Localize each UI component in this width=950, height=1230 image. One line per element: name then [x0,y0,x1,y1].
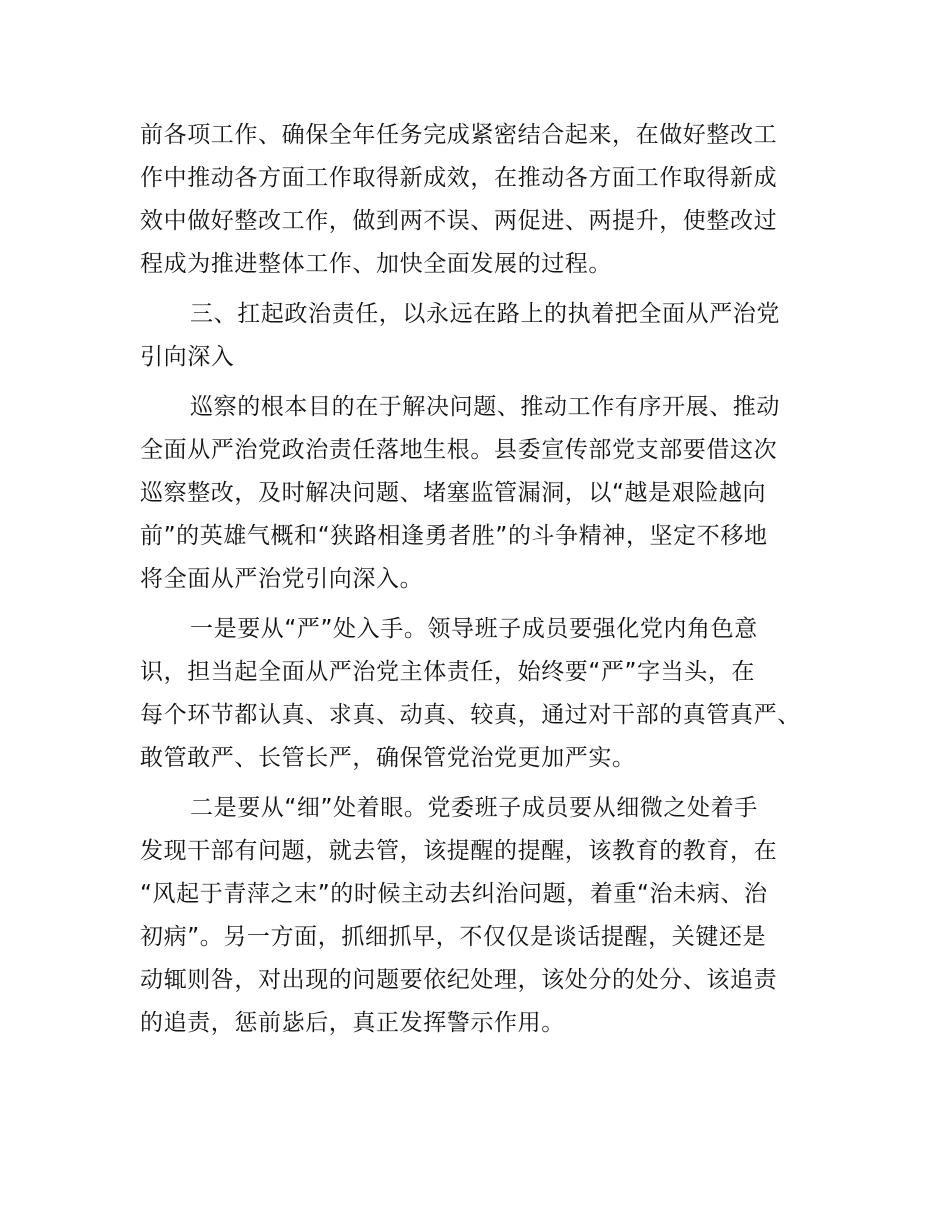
document-body [140,114,820,1045]
text-line: 每个环节都认真、求真、动真、较真，通过对干部的真管真严、 [140,702,801,728]
text-line: 效中做好整改工作，做到两不误、两促进、两提升，使整改过 [140,208,778,234]
text-line: 二是要从“细”处着眼。党委班子成员要从细微之处着手 [190,795,758,821]
text-line: 前各项工作、确保全年任务完成紧密结合起来，在做好整改工 [140,122,778,148]
text-line: 三、扛起政治责任，以永远在路上的执着把全面从严治党 [190,301,780,327]
paragraph-inspection [140,386,820,601]
paragraph-detail [140,787,820,1045]
text-line: 巡察整改，及时解决问题、堵塞监管漏洞，以“越是艰险越向 [140,480,767,506]
text-line: 将全面从严治党引向深入。 [140,566,424,592]
text-line: 一是要从“严”处入手。领导班子成员要强化党内角色意 [190,616,758,642]
paragraph-strict [140,608,820,780]
text-line: 程成为推进整体工作、加快全面发展的过程。 [140,251,612,277]
text-line: 动辄则咎，对出现的问题要依纪处理，该处分的处分、该追责 [140,967,778,993]
text-line: 发现干部有问题，就去管，该提醒的提醒，该教育的教育，在 [140,838,778,864]
text-line: 引向深入 [140,344,235,370]
text-line: “风起于青萍之末”的时候主动去纠治问题，着重“治未病、治 [140,881,768,907]
text-line: 识，担当起全面从严治党主体责任，始终要“严”字当头，在 [140,659,756,685]
text-line: 前”的英雄气概和“狭路相逢勇者胜”的斗争精神，坚定不移地 [140,523,768,549]
text-line: 敢管敢严、长管长严，确保管党治党更加严实。 [140,745,636,771]
text-line: 全面从严治党政治责任落地生根。县委宣传部党支部要借这次 [140,437,778,463]
text-line: 巡察的根本目的在于解决问题、推动工作有序开展、推动 [190,394,780,420]
section-heading-3 [140,293,820,379]
text-line: 初病”。另一方面，抓细抓早，不仅仅是谈话提醒，关键还是 [140,924,767,950]
text-line: 作中推动各方面工作取得新成效，在推动各方面工作取得新成 [140,165,778,191]
paragraph-continuation [140,114,820,286]
text-line: 的追责，惩前毖后，真正发挥警示作用。 [140,1010,565,1036]
